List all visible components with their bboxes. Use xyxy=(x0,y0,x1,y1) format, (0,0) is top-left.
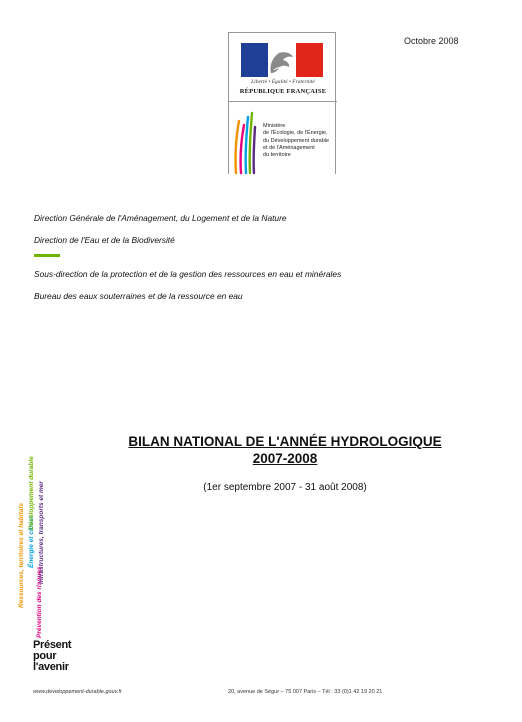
direction-generale: Direction Générale de l'Aménagement, du Logement et de la Nature xyxy=(34,213,287,223)
ministry-color-bars-icon xyxy=(233,107,257,175)
logo-separator xyxy=(229,101,337,102)
ministry-line: de l'Écologie, de l'Énergie, xyxy=(263,130,328,137)
branding-vertical-line: Énergie et climat xyxy=(28,515,35,568)
present-pour-lavenir xyxy=(33,640,71,673)
bureau: Bureau des eaux souterraines et de la ressource en eau xyxy=(34,291,243,301)
ministry-line: du Développement durable xyxy=(263,137,330,144)
marianne-flag-icon xyxy=(241,43,323,77)
ministry-logo xyxy=(228,32,336,174)
document-period: (1er septembre 2007 - 31 août 2008) xyxy=(203,482,367,493)
present-line: l'avenir xyxy=(33,661,69,673)
present-line: Présent xyxy=(33,639,72,651)
title-line-2: 2007-2008 xyxy=(252,451,318,466)
title-line-1: BILAN NATIONAL DE L'ANNÉE HYDROLOGIQUE xyxy=(128,434,442,449)
branding-vertical-line: Prévention des risques xyxy=(36,566,43,638)
document-title xyxy=(80,433,490,467)
direction: Direction de l'Eau et de la Biodiversité xyxy=(34,235,175,245)
ministry-line: Ministère xyxy=(263,123,286,129)
footer-website: www.developpement-durable.gouv.fr xyxy=(33,689,122,695)
sous-direction: Sous-direction de la protection et de la gestion des ressources en eau et minérales xyxy=(34,269,342,279)
branding-vertical-line: Ressources, territoires et habitats xyxy=(18,502,25,608)
ministry-line: et de l'Aménagement xyxy=(263,144,315,151)
republic-motto: Liberté • Égalité • Fraternité xyxy=(251,79,315,85)
footer-address: 20, avenue de Ségur – 75 007 Paris – Tél : 33 (0)1 42 19 20 21 xyxy=(228,689,383,695)
ministry-name xyxy=(263,123,337,159)
document-date: Octobre 2008 xyxy=(404,36,459,46)
republic-name: RÉPUBLIQUE FRANÇAISE xyxy=(239,88,327,95)
branding-vertical-line: Développement durable xyxy=(28,456,35,530)
branding-vertical-line: Infrastructures, transports et mer xyxy=(38,481,45,584)
ministry-line: du territoire xyxy=(263,152,291,159)
green-divider xyxy=(34,254,60,257)
present-line: pour xyxy=(33,650,57,662)
